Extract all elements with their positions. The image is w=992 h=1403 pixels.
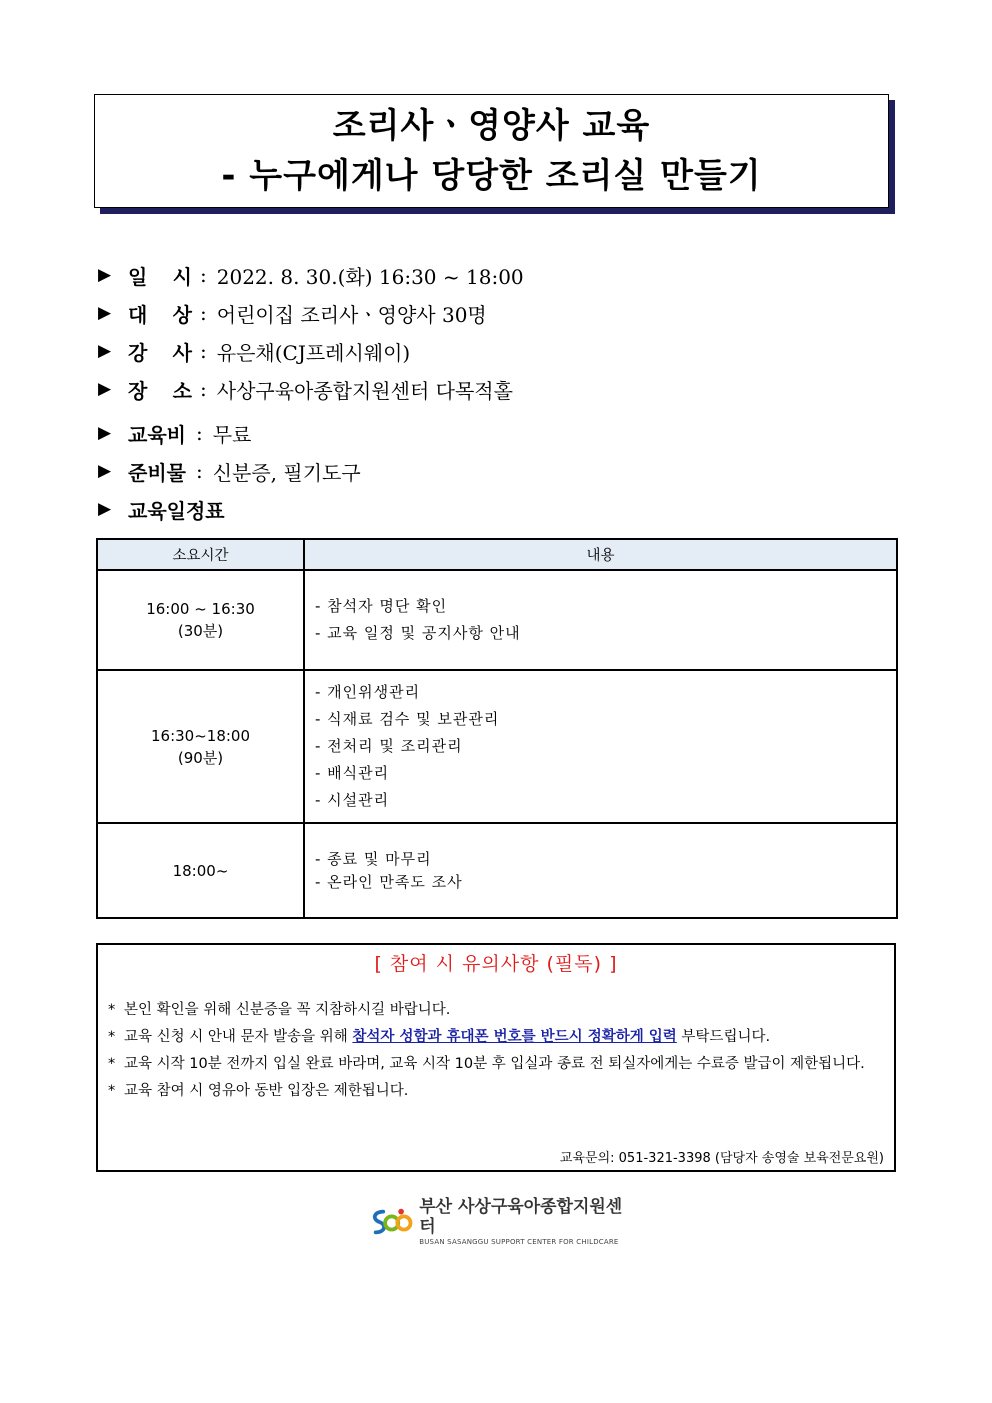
triangle-right-icon: ▶ — [98, 423, 112, 443]
list-item: - 배식관리 — [315, 764, 390, 782]
schedule-time: 16:30~18:00 — [150, 726, 251, 745]
schedule-content-cell — [304, 823, 897, 918]
info-label-target: 대 상 — [128, 302, 192, 327]
schedule-content-cell — [304, 670, 897, 823]
title-line-2: - 누구에게나 당당한 조리실 만들기 — [221, 156, 762, 196]
list-item — [108, 1078, 884, 1105]
triangle-right-icon: ▶ — [98, 341, 112, 361]
info-label-place: 장 소 — [128, 378, 192, 403]
logo-subtitle: BUSAN SASANGGU SUPPORT CENTER FOR CHILDCARE — [419, 1238, 619, 1246]
list-item — [108, 997, 884, 1024]
schedule-time-cell — [97, 823, 304, 918]
notice-text: 교육 시작 10분 전까지 입실 완료 바라며, 교육 시작 10분 후 입실과 종료 전 퇴실자에게는 수료증 발급이 제한됩니다. — [124, 1056, 865, 1072]
header-duration: 소요시간 — [97, 539, 304, 570]
notice-highlight: 참석자 성함과 휴대폰 번호를 반드시 정확하게 입력 — [352, 1029, 677, 1045]
info-row-supplies: ▶ 준비물 : 신분증, 필기도구 — [98, 452, 898, 490]
list-item — [108, 1024, 884, 1051]
info-value-supplies: 신분증, 필기도구 — [212, 460, 361, 485]
table-row — [97, 670, 897, 823]
info-label-date: 일 시 — [128, 264, 192, 289]
table-row — [97, 823, 897, 918]
title-line-1: 조리사ㆍ영양사 교육 — [332, 106, 651, 146]
list-item: - 시설관리 — [315, 791, 390, 809]
schedule-time: 16:00 ~ 16:30 — [146, 600, 255, 618]
center-logo-icon — [370, 1205, 415, 1239]
event-info-list — [98, 256, 898, 528]
triangle-right-icon: ▶ — [98, 303, 112, 323]
info-row-instructor: ▶ 강 사 : 유은채(CJ프레시웨이) — [98, 332, 898, 370]
list-item: - 참석자 명단 확인 — [315, 597, 448, 615]
bullet-mark: * — [108, 1056, 116, 1072]
schedule-content-cell — [304, 570, 897, 670]
title-frame — [94, 94, 889, 208]
logo-name: 부산 사상구육아종합지원센터 — [419, 1197, 623, 1237]
schedule-duration: (90분) — [177, 748, 224, 767]
info-label-instructor: 강 사 — [128, 340, 192, 365]
info-value-target: 어린이집 조리사ㆍ영양사 30명 — [216, 302, 487, 327]
triangle-right-icon: ▶ — [98, 499, 112, 519]
list-item: - 개인위생관리 — [315, 683, 421, 701]
notice-text: 교육 신청 시 안내 문자 발송을 위해 참석자 성함과 휴대폰 번호를 반드시 정확하게 입력 부탁드립니다. — [124, 1029, 771, 1045]
list-item: - 교육 일정 및 공지사항 안내 — [315, 624, 521, 642]
triangle-right-icon: ▶ — [98, 265, 112, 285]
header-content: 내용 — [304, 539, 897, 570]
info-row-date: ▶ 일 시 : 2022. 8. 30.(화) 16:30 ~ 18:00 — [98, 256, 898, 294]
notice-text: 본인 확인을 위해 신분증을 꼭 지참하시길 바랍니다. — [124, 1002, 451, 1018]
title-box — [94, 94, 895, 214]
info-label-schedule: 교육일정표 — [128, 498, 225, 523]
info-row-schedule — [98, 490, 898, 528]
info-label-supplies: 준비물 — [128, 460, 186, 485]
info-value-fee: 무료 — [212, 422, 252, 447]
bullet-mark: * — [108, 1029, 116, 1045]
schedule-time: 18:00~ — [172, 861, 229, 880]
list-item: - 전처리 및 조리관리 — [315, 737, 463, 755]
contact-info: 교육문의: 051-321-3398 (담당자 송영술 보육전문요원) — [559, 1151, 884, 1166]
notice-list — [108, 997, 884, 1105]
schedule-duration: (30분) — [177, 622, 224, 640]
bullet-mark: * — [108, 1002, 116, 1018]
table-row — [97, 570, 897, 670]
schedule-table — [96, 538, 898, 919]
list-item: - 종료 및 마무리 — [315, 849, 432, 868]
info-value-place: 사상구육아종합지원센터 다목적홀 — [216, 378, 513, 403]
notice-text: 교육 참여 시 영유아 동반 입장은 제한됩니다. — [124, 1083, 409, 1099]
info-row-fee: ▶ 교육비 : 무료 — [98, 414, 898, 452]
notice-box — [96, 943, 896, 1172]
list-item: - 온라인 만족도 조사 — [315, 872, 463, 891]
bullet-mark: * — [108, 1083, 116, 1099]
schedule-time-cell — [97, 570, 304, 670]
list-item: - 식재료 검수 및 보관관리 — [315, 710, 500, 728]
center-logo — [370, 1197, 626, 1246]
info-row-place: ▶ 장 소 : 사상구육아종합지원센터 다목적홀 — [98, 370, 898, 408]
notice-title: [ 참여 시 유의사항 (필독) ] — [374, 953, 618, 975]
triangle-right-icon: ▶ — [98, 461, 112, 481]
info-row-target: ▶ 대 상 : 어린이집 조리사ㆍ영양사 30명 — [98, 294, 898, 332]
list-item — [108, 1051, 884, 1078]
triangle-right-icon: ▶ — [98, 379, 112, 399]
schedule-time-cell — [97, 670, 304, 823]
info-value-date: 2022. 8. 30.(화) 16:30 ~ 18:00 — [216, 264, 524, 289]
schedule-header-row — [97, 539, 897, 570]
info-value-instructor: 유은채(CJ프레시웨이) — [216, 340, 411, 365]
info-label-fee: 교육비 — [128, 422, 186, 447]
